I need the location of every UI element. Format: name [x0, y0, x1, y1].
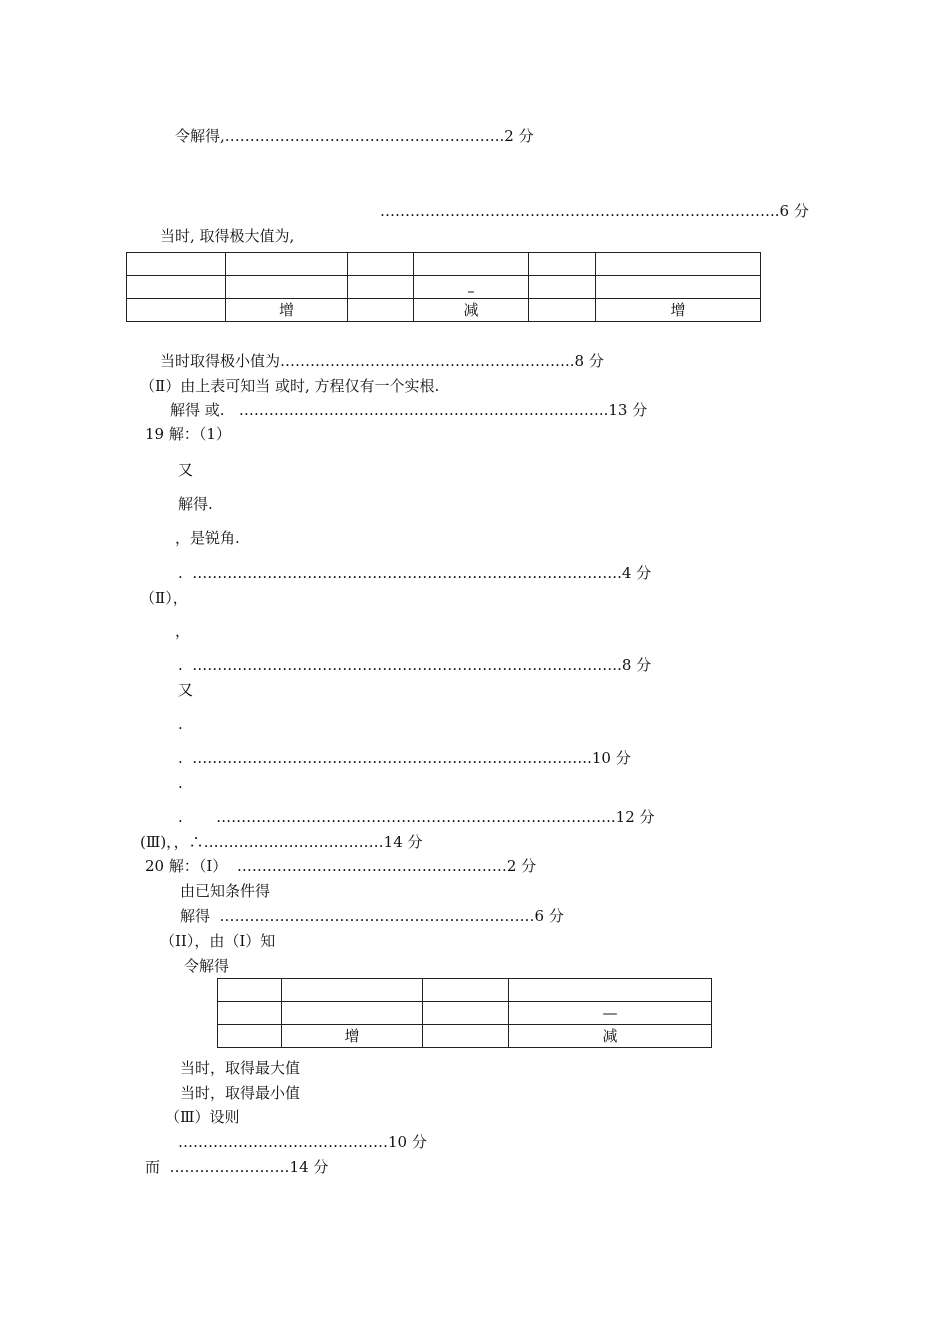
line-26: 当时，取得最大值	[180, 1059, 301, 1077]
line-16: .	[178, 715, 183, 733]
variation-table-2	[217, 978, 712, 1048]
line-10: ，是锐角.	[175, 529, 240, 547]
line-8: 又	[178, 461, 194, 479]
line-12: （Ⅱ），	[140, 589, 188, 607]
table-cell	[348, 299, 414, 322]
line-24: （II），由（I）知	[160, 932, 276, 950]
line-17: . ……………………………………………………………………..10 分	[178, 749, 631, 767]
line-19: . ……………………………………………………………………..12 分	[178, 808, 655, 826]
table-cell: 减	[414, 299, 529, 322]
line-29: ……………………………………10 分	[178, 1133, 427, 1151]
line-22: 由已知条件得	[180, 882, 271, 900]
table-cell: —	[509, 1002, 712, 1025]
line-2: ……………………………………………………………………..6 分	[380, 202, 809, 220]
table-row	[127, 253, 761, 276]
line-25: 令解得	[184, 957, 230, 975]
table-row	[218, 1002, 712, 1025]
line-1: 令解得,………………………………………………..2 分	[175, 127, 534, 145]
line-28: （Ⅲ）设则	[165, 1108, 240, 1126]
table-cell: 增	[282, 1025, 423, 1048]
line-27: 当时，取得最小值	[180, 1084, 301, 1102]
line-21: 20 解：（I） ………………………………………………2 分	[145, 857, 537, 875]
line-20: (Ⅲ)，，∴………………………………14 分	[140, 833, 423, 851]
line-11: . …………………………………………………………………………..4 分	[178, 564, 652, 582]
line-4: 当时取得极小值为…………………………………………………..8 分	[160, 352, 604, 370]
line-23: 解得 ………………………………………………………6 分	[180, 907, 564, 925]
table-row	[127, 276, 761, 299]
line-7: 19 解：（1）	[145, 425, 231, 443]
line-15: 又	[178, 681, 194, 699]
table-cell: 减	[509, 1025, 712, 1048]
table-cell	[423, 1025, 509, 1048]
line-30: 而 ……………………14 分	[145, 1158, 329, 1176]
line-18: .	[178, 774, 183, 792]
table-cell: –	[414, 276, 529, 299]
table-row	[218, 979, 712, 1002]
table-cell	[218, 1025, 282, 1048]
line-6: 解得 或. ………………………………………………………………..13 分	[170, 401, 648, 419]
line-14: . …………………………………………………………………………..8 分	[178, 656, 652, 674]
table-cell	[529, 299, 596, 322]
variation-table-1	[126, 252, 761, 322]
table-cell: 增	[596, 299, 761, 322]
line-13: ，	[175, 622, 191, 640]
line-3: 当时, 取得极大值为,	[160, 227, 295, 245]
table-row	[127, 299, 761, 322]
line-9: 解得.	[178, 495, 213, 513]
line-5: （Ⅱ）由上表可知当 或时, 方程仅有一个实根.	[140, 377, 440, 395]
table-row	[218, 1025, 712, 1048]
table-cell: 增	[226, 299, 348, 322]
table-cell	[127, 299, 226, 322]
